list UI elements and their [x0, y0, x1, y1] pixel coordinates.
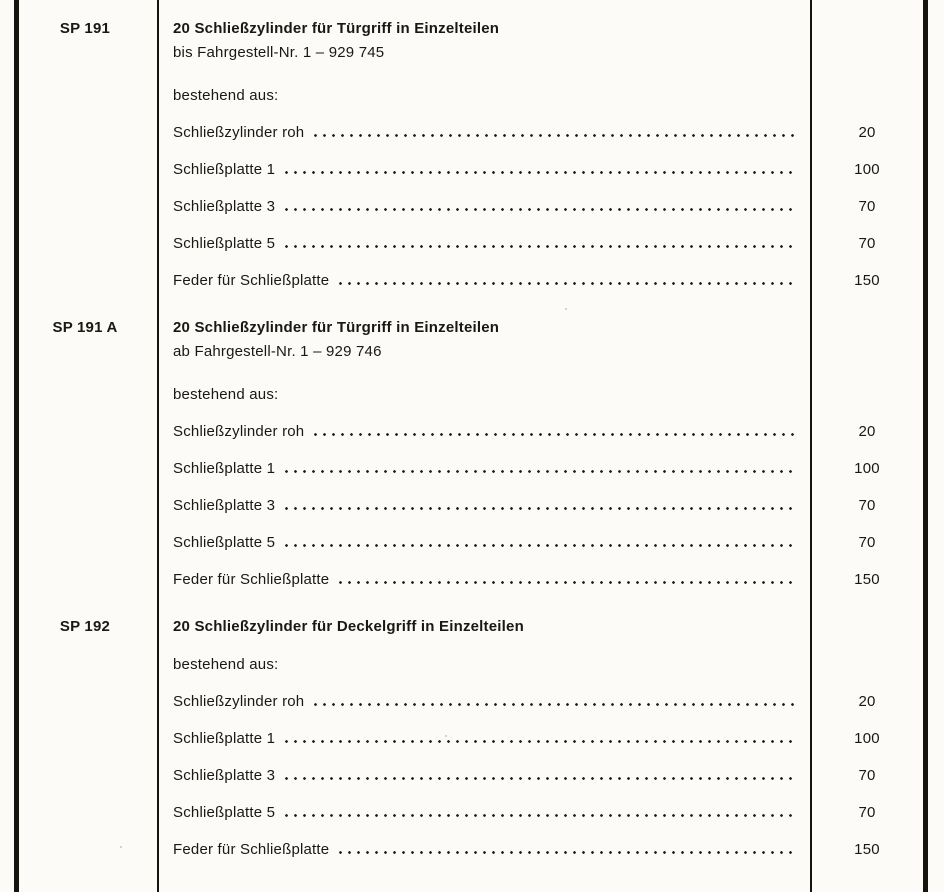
dotted-leader — [282, 207, 796, 212]
dotted-leader — [311, 702, 796, 707]
section-title: 20 Schließzylinder für Türgriff in Einzelteilen — [173, 20, 500, 37]
part-quantity: 150 — [854, 272, 880, 289]
part-row — [159, 272, 924, 289]
part-label: Schließplatte 1 — [173, 460, 276, 477]
part-row — [159, 534, 924, 551]
section-sp-192 — [19, 618, 924, 858]
part-label: Schließplatte 5 — [173, 534, 276, 551]
section-intro: bestehend aus: — [173, 386, 279, 403]
part-quantity: 150 — [854, 571, 880, 588]
part-label: Schließplatte 1 — [173, 161, 276, 178]
part-row — [159, 497, 924, 514]
part-label: Schließplatte 3 — [173, 767, 276, 784]
part-quantity: 100 — [854, 730, 880, 747]
dotted-leader — [282, 170, 796, 175]
section-subtitle: ab Fahrgestell-Nr. 1 – 929 746 — [173, 343, 382, 360]
dotted-leader — [282, 506, 796, 511]
part-label: Feder für Schließplatte — [173, 571, 330, 588]
dotted-leader — [282, 469, 796, 474]
part-quantity: 20 — [858, 124, 876, 141]
section-intro: bestehend aus: — [173, 656, 279, 673]
dotted-leader — [282, 244, 796, 249]
dotted-leader — [282, 739, 796, 744]
part-row — [159, 804, 924, 821]
part-label: Schließplatte 1 — [173, 730, 276, 747]
part-label: Schließplatte 3 — [173, 198, 276, 215]
part-row — [159, 124, 924, 141]
part-row — [159, 423, 924, 440]
dotted-leader — [336, 281, 796, 286]
dotted-leader — [282, 776, 796, 781]
part-row — [159, 161, 924, 178]
part-quantity: 20 — [858, 693, 876, 710]
dotted-leader — [336, 580, 796, 585]
part-label: Schließplatte 5 — [173, 804, 276, 821]
part-quantity: 70 — [858, 235, 876, 252]
part-row — [159, 841, 924, 858]
part-row — [159, 693, 924, 710]
dotted-leader — [311, 432, 796, 437]
part-row — [159, 235, 924, 252]
part-row — [159, 571, 924, 588]
part-quantity: 70 — [858, 198, 876, 215]
part-quantity: 70 — [858, 767, 876, 784]
part-quantity: 100 — [854, 161, 880, 178]
part-label: Schließzylinder roh — [173, 693, 305, 710]
section-code: SP 191 A — [52, 319, 118, 336]
dotted-leader — [311, 133, 796, 138]
part-label: Schließplatte 5 — [173, 235, 276, 252]
part-row — [159, 730, 924, 747]
table-body — [0, 20, 944, 858]
section-content — [159, 319, 924, 588]
part-label: Schließzylinder roh — [173, 423, 305, 440]
part-quantity: 70 — [858, 804, 876, 821]
section-content — [159, 20, 924, 289]
section-sp-191-a — [19, 319, 924, 588]
section-content — [159, 618, 924, 858]
part-quantity: 150 — [854, 841, 880, 858]
part-quantity: 70 — [858, 497, 876, 514]
dotted-leader — [336, 850, 796, 855]
part-row — [159, 460, 924, 477]
section-subtitle: bis Fahrgestell-Nr. 1 – 929 745 — [173, 44, 385, 61]
part-row — [159, 767, 924, 784]
section-title: 20 Schließzylinder für Deckelgriff in Einzelteilen — [173, 618, 524, 635]
dotted-leader — [282, 813, 796, 818]
section-code: SP 191 — [59, 20, 111, 37]
part-label: Feder für Schließplatte — [173, 841, 330, 858]
section-sp-191 — [19, 20, 924, 289]
part-quantity: 100 — [854, 460, 880, 477]
part-label: Feder für Schließplatte — [173, 272, 330, 289]
part-label: Schließzylinder roh — [173, 124, 305, 141]
section-intro: bestehend aus: — [173, 87, 279, 104]
section-title: 20 Schließzylinder für Türgriff in Einzelteilen — [173, 319, 500, 336]
part-label: Schließplatte 3 — [173, 497, 276, 514]
section-code: SP 192 — [59, 618, 111, 635]
part-quantity: 70 — [858, 534, 876, 551]
part-row — [159, 198, 924, 215]
dotted-leader — [282, 543, 796, 548]
part-quantity: 20 — [858, 423, 876, 440]
